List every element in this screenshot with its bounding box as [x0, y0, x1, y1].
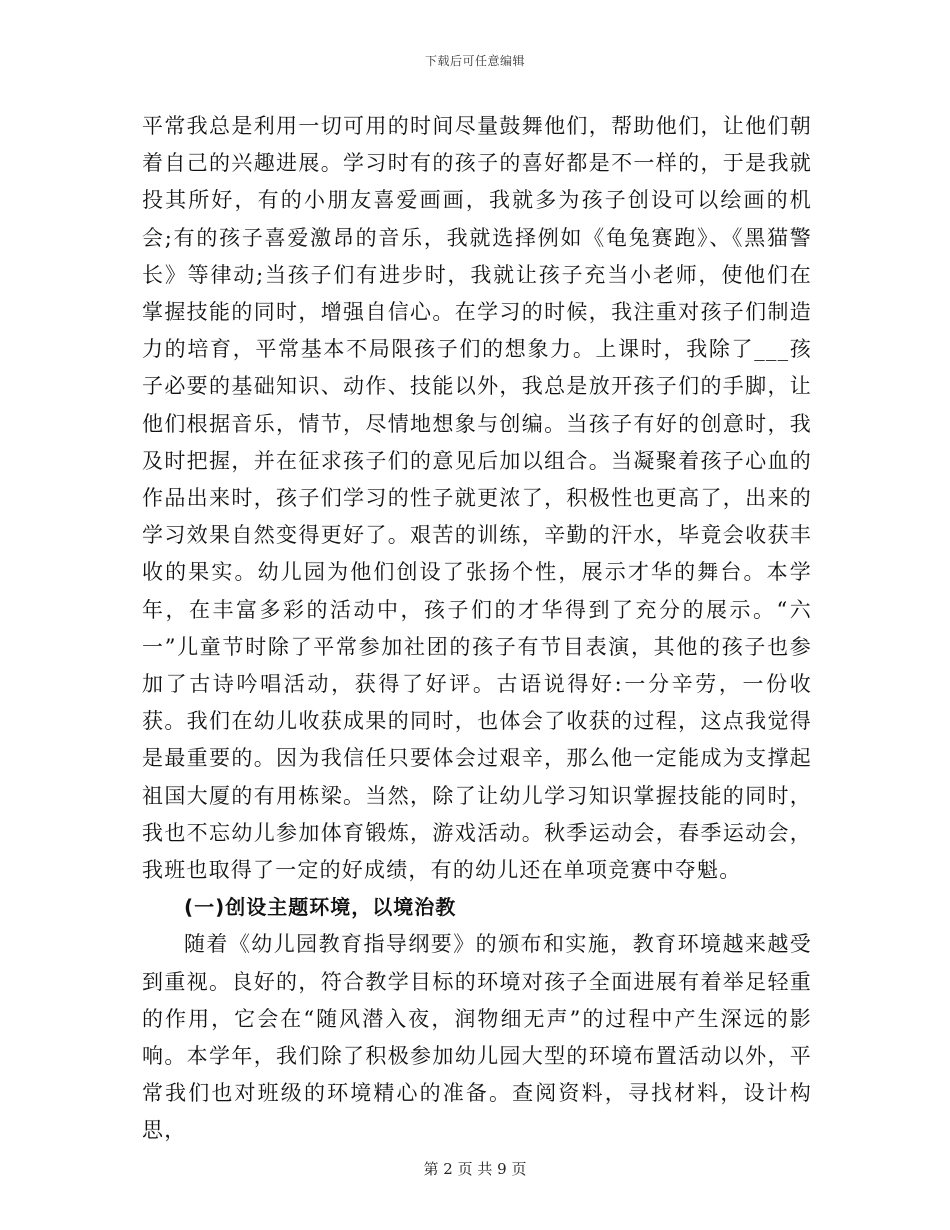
body-paragraph-1: 平常我总是利用一切可用的时间尽量鼓舞他们，帮助他们，让他们朝着自己的兴趣进展。学习时有的孩子的喜好都是不一样的，于是我就投其所好，有的小朋友喜爱画画，我就多为孩子创设可以绘画的机会;有的孩子喜爱激昂的音乐，我就选择例如《龟兔赛跑》、《黑猫警长》等律动;当孩子们有进步时，我就让孩子充当小老师，使他们在掌握技能的同时，增强自信心。在学习的时候，我注重对孩子们制造力的培育，平常基本不局限孩子们的想象力。上课时，我除了___孩子必要的基础知识、动作、技能以外，我总是放开孩子们的手脚，让他们根据音乐，情节，尽情地想象与创编。当孩子有好的创意时，我及时把握，并在征求孩子们的意见后加以组合。当凝聚着孩子心血的作品出来时，孩子们学习的性子就更浓了，积极性也更高了，出来的学习效果自然变得更好了。艰苦的训练，辛勤的汗水，毕竟会收获丰收的果实。幼儿园为他们创设了张扬个性，展示才华的舞台。本学年，在丰富多彩的活动中，孩子们的才华得到了充分的展示。“六一”儿童节时除了平常参加社团的孩子有节目表演，其他的孩子也参加了古诗吟唱活动，获得了好评。古语说得好:一分辛劳，一份收获。我们在幼儿收获成果的同时，也体会了收获的过程，这点我觉得是最重要的。因为我信任只要体会过艰辛，那么他一定能成为支撑起祖国大厦的有用栋梁。当然，除了让幼儿学习知识掌握技能的同时，我也不忘幼儿参加体育锻炼，游戏活动。秋季运动会，春季运动会，我班也取得了一定的好成绩，有的幼儿还在单项竞赛中夺魁。: [142, 114, 812, 883]
document-body: [142, 108, 812, 1150]
body-paragraph-2: 随着《幼儿园教育指导纲要》的颁布和实施，教育环境越来越受到重视。良好的，符合教学目标的环境对孩子全面进展有着举足轻重的作用，它会在“随风潜入夜，润物细无声”的过程中产生深远的影响。本学年，我们除了积极参加幼儿园大型的环境布置活动以外，平常我们也对班级的环境精心的准备。查阅资料，寻找材料，设计构思，: [142, 932, 812, 1143]
page-footer: 第 2 页 共 9 页: [423, 1160, 527, 1178]
section-heading: (一)创设主题环境，以境治教: [184, 895, 457, 920]
page-header: 下载后可任意编辑: [424, 54, 525, 68]
